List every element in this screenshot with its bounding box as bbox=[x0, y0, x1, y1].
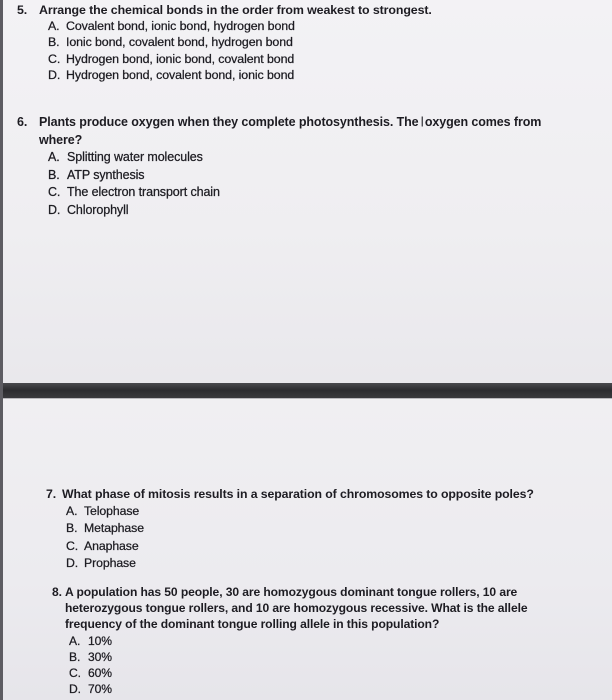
question-8-option-b bbox=[69, 649, 572, 665]
option-text: Splitting water molecules bbox=[67, 150, 203, 164]
question-7 bbox=[46, 486, 566, 572]
question-7-option-b bbox=[66, 520, 566, 537]
question-6-text bbox=[39, 114, 559, 149]
question-6-stem bbox=[17, 114, 577, 149]
option-letter: C. bbox=[66, 538, 79, 553]
option-text: 30% bbox=[88, 649, 112, 664]
question-5-stem bbox=[17, 2, 597, 18]
option-text: The electron transport chain bbox=[67, 185, 220, 199]
question-6-text-lead: Plants produce oxygen when they complete photosynthesis. The bbox=[39, 115, 419, 129]
option-letter: D. bbox=[48, 67, 61, 82]
option-letter: D. bbox=[48, 202, 61, 217]
option-text: 10% bbox=[88, 633, 112, 648]
question-8 bbox=[52, 584, 572, 697]
option-text: Metaphase bbox=[84, 521, 144, 536]
option-text: Hydrogen bond, ionic bond, covalent bond bbox=[66, 51, 295, 66]
question-5-text: Arrange the chemical bonds in the order from weakest to strongest. bbox=[39, 3, 432, 17]
option-letter: A. bbox=[69, 633, 81, 648]
option-text: Prophase bbox=[84, 555, 136, 570]
option-text: Chlorophyll bbox=[67, 202, 129, 217]
option-letter: B. bbox=[69, 649, 81, 664]
question-6-number: 6. bbox=[17, 115, 28, 129]
option-letter: B. bbox=[66, 521, 78, 536]
question-6-option-c bbox=[48, 184, 577, 202]
text-cursor-icon: I bbox=[420, 113, 424, 131]
option-text: Ionic bond, covalent bond, hydrogen bond bbox=[66, 35, 293, 50]
option-letter: C. bbox=[69, 666, 81, 681]
question-5-options bbox=[48, 18, 597, 83]
question-5-number: 5. bbox=[17, 3, 28, 17]
question-5-option-c bbox=[48, 51, 597, 67]
option-text: Covalent bond, ionic bond, hydrogen bond bbox=[66, 19, 295, 34]
option-letter: A. bbox=[66, 504, 78, 519]
question-7-number: 7. bbox=[46, 487, 57, 501]
question-7-option-d bbox=[66, 555, 566, 572]
question-5-option-b bbox=[48, 34, 597, 50]
question-7-option-c bbox=[66, 538, 566, 555]
option-text: Hydrogen bond, covalent bond, ionic bond bbox=[66, 67, 295, 82]
option-letter: B. bbox=[48, 167, 60, 182]
option-text: 60% bbox=[88, 666, 112, 681]
question-6-option-a bbox=[48, 149, 577, 167]
option-letter: C. bbox=[48, 51, 61, 66]
photo-left-edge bbox=[0, 0, 3, 700]
option-letter: A. bbox=[48, 19, 60, 34]
option-text: ATP synthesis bbox=[67, 167, 145, 182]
option-text: Anaphase bbox=[84, 538, 139, 553]
question-7-stem bbox=[46, 486, 566, 503]
question-8-number: 8. bbox=[52, 585, 62, 599]
question-8-option-a bbox=[69, 633, 572, 649]
question-8-options bbox=[69, 633, 572, 698]
question-6 bbox=[17, 114, 577, 219]
question-8-option-c bbox=[69, 665, 572, 681]
question-6-text-tail: oxygen comes from where? bbox=[39, 115, 542, 147]
question-6-options bbox=[48, 149, 577, 219]
option-letter: C. bbox=[48, 185, 61, 199]
question-7-text: What phase of mitosis results in a separation of chromosomes to opposite poles? bbox=[62, 487, 534, 501]
page-break-bar bbox=[0, 383, 612, 399]
question-8-option-d bbox=[69, 681, 572, 697]
question-7-options bbox=[66, 503, 566, 572]
question-7-option-a bbox=[66, 503, 566, 520]
question-8-text: A population has 50 people, 30 are homozygous dominant tongue rollers, 10 are heterozygous tongue rollers, and 10 are homozygous recessive. What is the allele frequency of the dominant tongue rolling allele in this population? bbox=[65, 585, 528, 632]
question-6-option-b bbox=[48, 167, 577, 185]
question-6-option-d bbox=[48, 202, 577, 220]
option-letter: D. bbox=[69, 682, 81, 697]
question-5-option-d bbox=[48, 67, 597, 83]
option-text: 70% bbox=[88, 682, 112, 697]
option-letter: A. bbox=[48, 150, 60, 164]
option-letter: D. bbox=[66, 555, 79, 570]
question-8-stem bbox=[52, 584, 572, 633]
question-5-option-a bbox=[48, 18, 597, 34]
question-5 bbox=[17, 2, 597, 83]
option-text: Telophase bbox=[84, 504, 140, 519]
option-letter: B. bbox=[48, 35, 60, 50]
